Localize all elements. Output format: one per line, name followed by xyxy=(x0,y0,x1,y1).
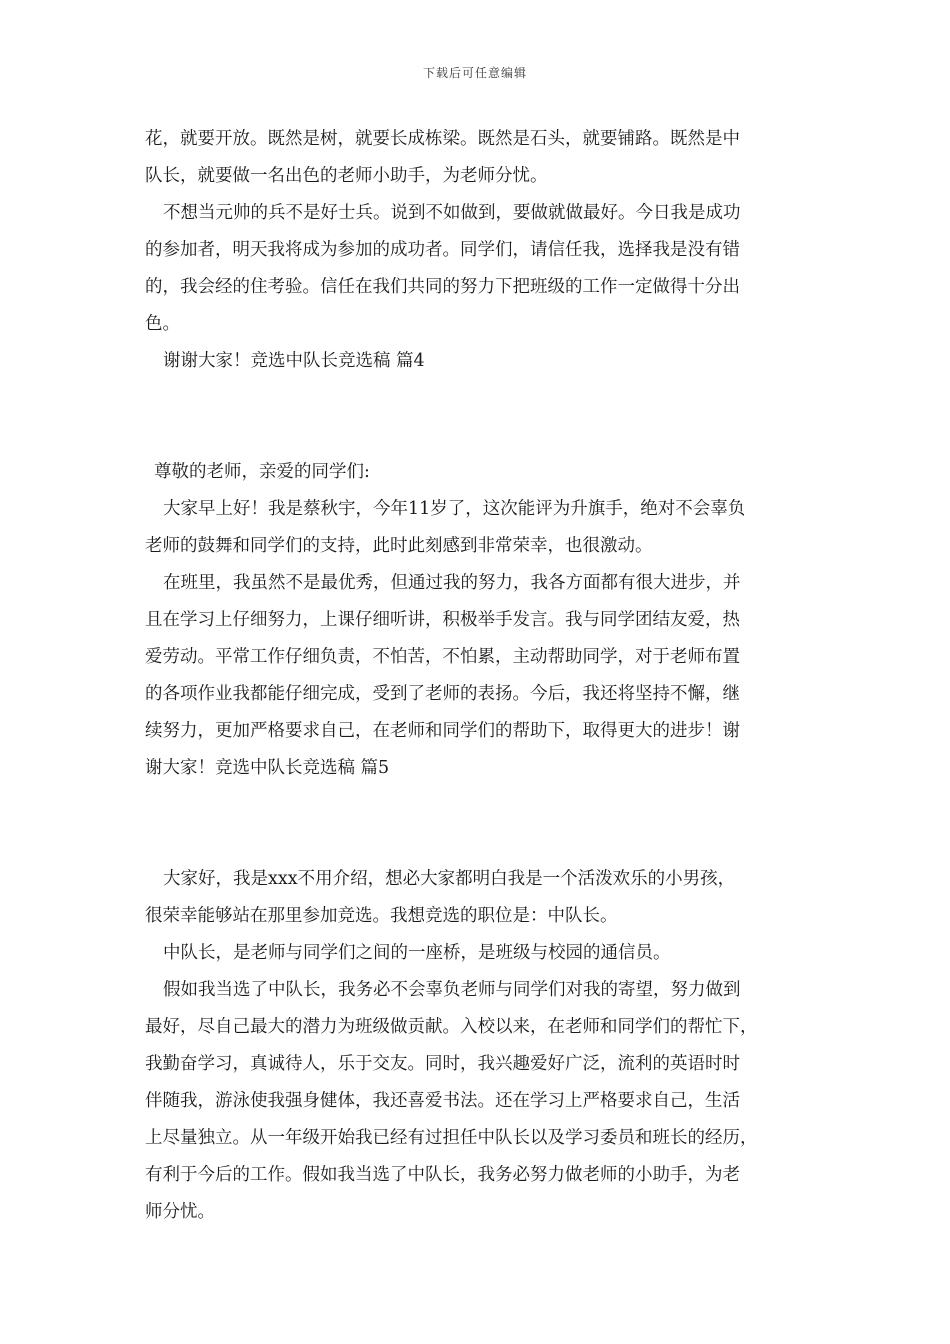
text-line: 大家早上好！我是蔡秋宇，今年11岁了，这次能评为升旗手，绝对不会辜负 xyxy=(163,499,746,519)
text-line: 大家好，我是xxx不用介绍，想必大家都明白我是一个活泼欢乐的小男孩， xyxy=(163,869,736,889)
text-line: 伴随我，游泳使我强身健体，我还喜爱书法。还在学习上严格要求自己，生活 xyxy=(145,1091,740,1111)
text-line: 上尽量独立。从一年级开始我已经有过担任中队长以及学习委员和班长的经历， xyxy=(145,1128,758,1148)
text-line: 老师的鼓舞和同学们的支持，此时此刻感到非常荣幸，也很激动。 xyxy=(145,536,653,556)
section-heading: 谢大家！竞选中队长竞选稿 篇5 xyxy=(145,758,390,778)
document-body xyxy=(145,121,810,1231)
text-line: 且在学习上仔细努力，上课仔细听讲，积极举手发言。我与同学团结友爱，热 xyxy=(145,610,740,630)
text-line: 队长，就要做一名出色的老师小助手，为老师分忧。 xyxy=(145,166,548,186)
text-line: 不想当元帅的兵不是好士兵。说到不如做到，要做就做最好。今日我是成功 xyxy=(163,203,741,223)
text-line: 的，我会经的住考验。信任在我们共同的努力下把班级的工作一定做得十分出 xyxy=(145,277,740,297)
text-line: 花，就要开放。既然是树，就要长成栋梁。既然是石头，就要铺路。既然是中 xyxy=(145,129,740,149)
text-line: 续努力，更加严格要求自己，在老师和同学们的帮助下，取得更大的进步！谢 xyxy=(145,721,740,741)
section-gap xyxy=(145,787,810,861)
text-line: 的各项作业我都能仔细完成，受到了老师的表扬。今后，我还将坚持不懈，继 xyxy=(145,684,740,704)
text-line: 有利于今后的工作。假如我当选了中队长，我务必努力做老师的小助手，为老 xyxy=(145,1165,740,1185)
text-line: 爱劳动。平常工作仔细负责，不怕苦，不怕累，主动帮助同学，对于老师布置 xyxy=(145,647,740,667)
text-line: 最好，尽自己最大的潜力为班级做贡献。入校以来，在老师和同学们的帮忙下， xyxy=(145,1017,758,1037)
text-line: 师分忧。 xyxy=(145,1202,215,1222)
text-line: 的参加者，明天我将成为参加的成功者。同学们，请信任我，选择我是没有错 xyxy=(145,240,740,260)
text-line: 中队长，是老师与同学们之间的一座桥，是班级与校园的通信员。 xyxy=(163,943,671,963)
text-line: 色。 xyxy=(145,314,180,334)
section-heading: 谢谢大家！竞选中队长竞选稿 篇4 xyxy=(163,351,425,371)
text-line: 很荣幸能够站在那里参加竞选。我想竞选的职位是：中队长。 xyxy=(145,906,618,926)
text-line: 假如我当选了中队长，我务必不会辜负老师与同学们对我的寄望，努力做到 xyxy=(163,980,741,1000)
section-gap xyxy=(145,380,810,454)
text-line: 我勤奋学习，真诚待人，乐于交友。同时，我兴趣爱好广泛，流利的英语时时 xyxy=(145,1054,740,1074)
page-header: 下载后可任意编辑 xyxy=(422,66,527,80)
salutation: 尊敬的老师，亲爱的同学们: xyxy=(154,462,370,482)
text-line: 在班里，我虽然不是最优秀，但通过我的努力，我各方面都有很大进步，并 xyxy=(163,573,741,593)
